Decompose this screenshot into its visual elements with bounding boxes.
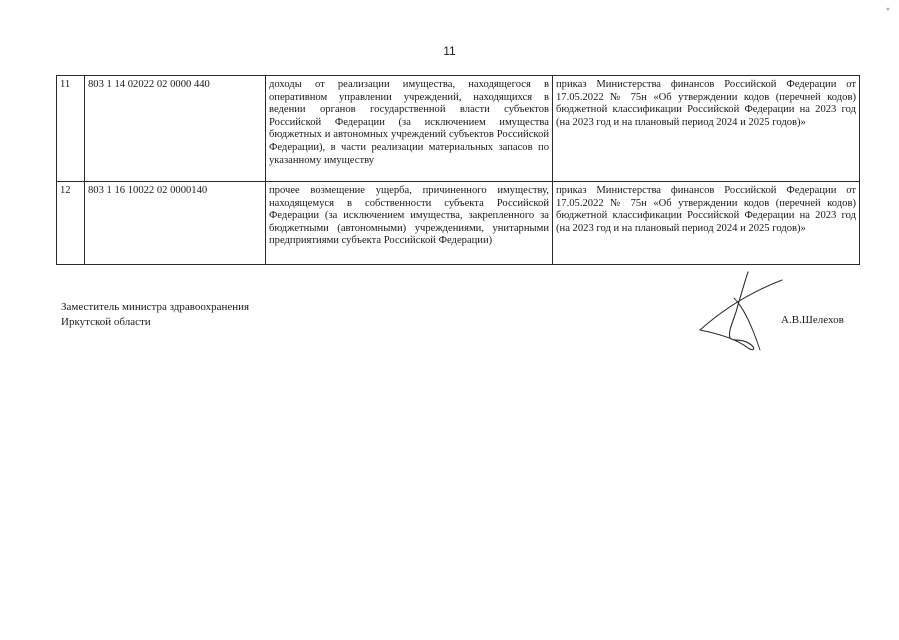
handwritten-signature: [690, 268, 790, 358]
row-number-cell: 12: [57, 182, 85, 265]
income-description-cell: доходы от реализации имущества, находящегося в оперативном управлении учреждений, находящихся в ведении органов государственной власти субъектов Российской Федерации (за исключением имущества бюджетных и автономных учреждений субъектов Российской Федерации), в части реализации материальных запасов по указанному имуществу: [266, 76, 553, 182]
signatory-title: [61, 300, 249, 330]
signatory-title-line-2: Иркутской области: [61, 316, 151, 328]
table-row: [57, 76, 860, 182]
budget-code-cell: 803 1 14 02022 02 0000 440: [85, 76, 266, 182]
budget-code-cell: 803 1 16 10022 02 0000140: [85, 182, 266, 265]
budget-codes-table: [56, 75, 860, 265]
legal-basis-cell: приказ Министерства финансов Российской Федерации от 17.05.2022 № 75н «Об утверждении кодов (перечней кодов) бюджетной классификации Российской Федерации на 2023 год (на 2023 год и на плановый период 2024 и 2025 годов)»: [553, 182, 860, 265]
corner-mark: *: [886, 6, 890, 15]
signatory-name: А.В.Шелехов: [781, 314, 844, 326]
legal-basis-cell: приказ Министерства финансов Российской Федерации от 17.05.2022 № 75н «Об утверждении кодов (перечней кодов) бюджетной классификации Российской Федерации на 2023 год (на 2023 год и на плановый период 2024 и 2025 годов)»: [553, 76, 860, 182]
row-number-cell: 11: [57, 76, 85, 182]
table-row: [57, 182, 860, 265]
page-number: 11: [443, 44, 456, 58]
income-description-cell: прочее возмещение ущерба, причиненного имуществу, находящемуся в собственности субъекта Российской Федерации (за исключением имущества, закрепленного за бюджетными (автономными) учреждениями, унитарными предприятиями субъекта Российской Федерации): [266, 182, 553, 265]
signatory-title-line-1: Заместитель министра здравоохранения: [61, 301, 250, 313]
